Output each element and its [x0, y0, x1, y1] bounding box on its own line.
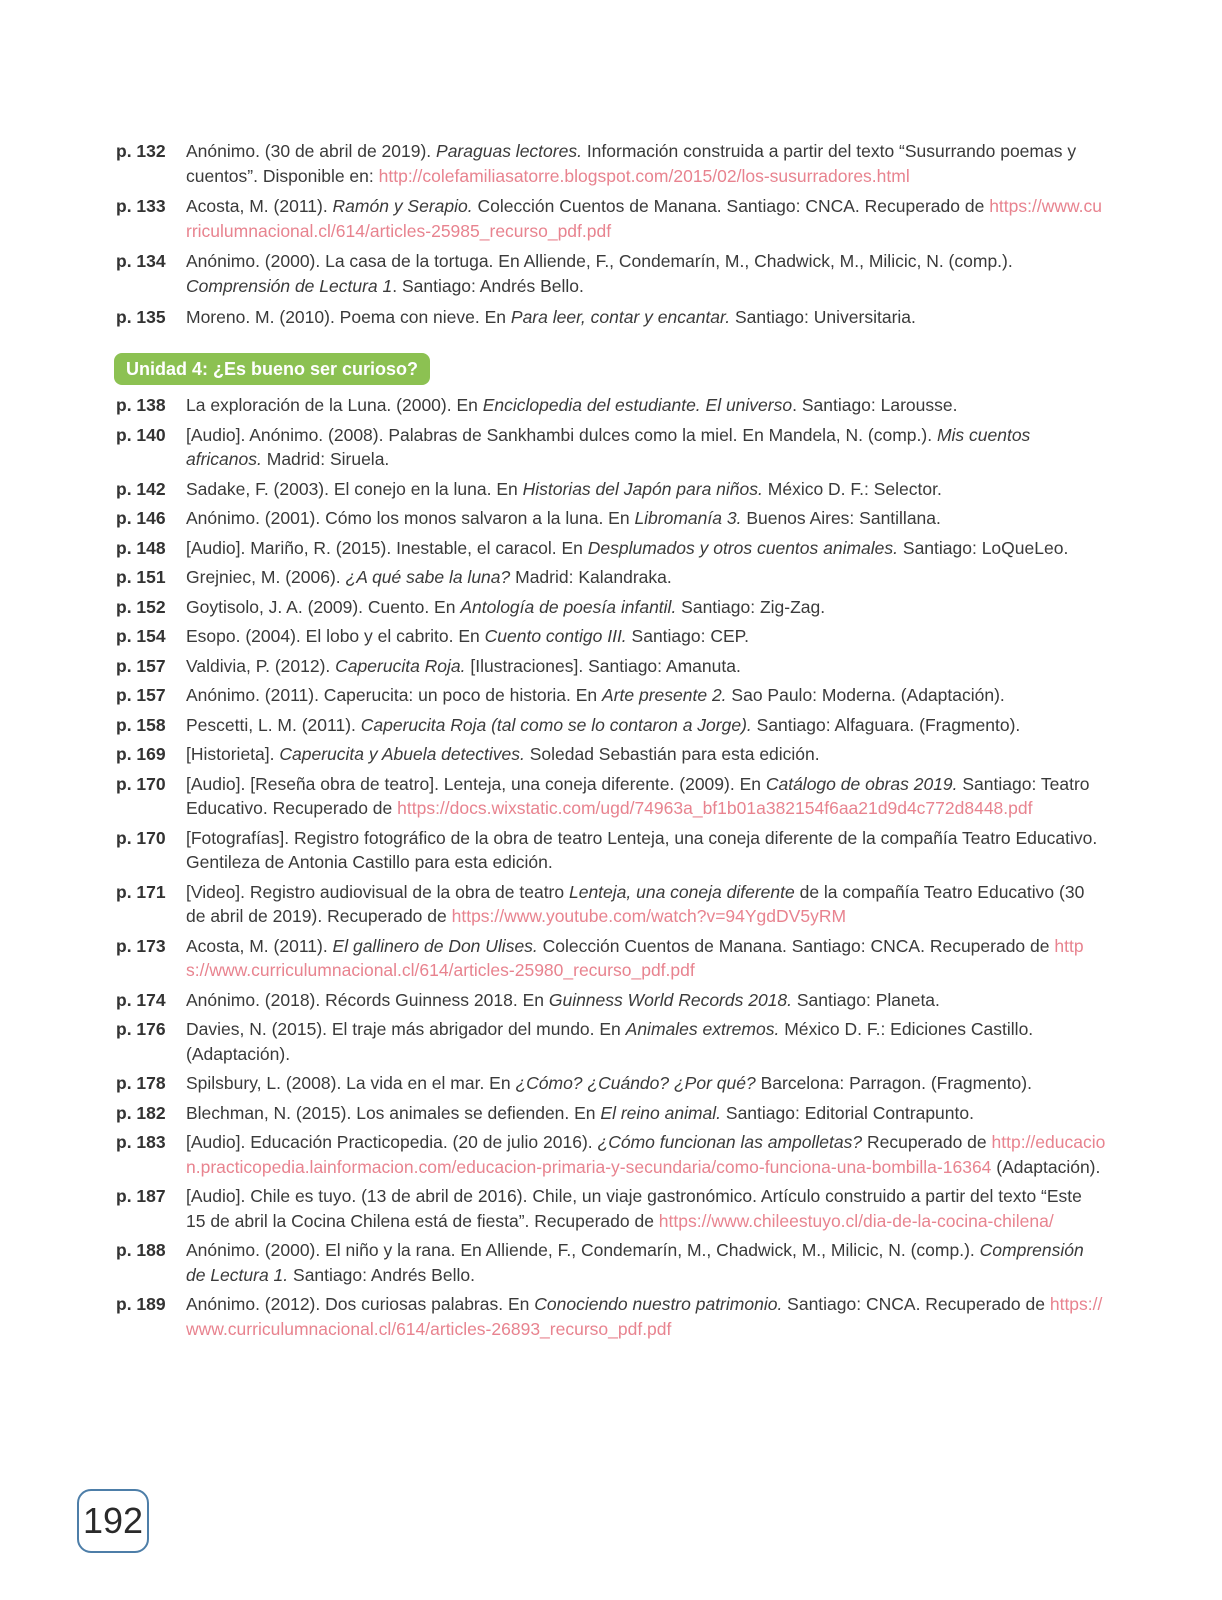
reference-title-italic: El gallinero de Don Ulises.	[332, 935, 538, 956]
reference-text-segment: Santiago: CEP.	[626, 626, 749, 646]
reference-text	[186, 1184, 1106, 1233]
reference-title-italic: Conociendo nuestro patrimonio.	[534, 1294, 783, 1314]
reference-text-segment: Madrid: Kalandraka.	[510, 567, 672, 587]
reference-page-number: p. 169	[116, 744, 166, 764]
reference-url-link[interactable]: http://colefamiliasatorre.blogspot.com/2015/02/los-susurradores.html	[378, 165, 910, 186]
reference-title-italic: ¿A qué sabe la luna?	[345, 567, 511, 587]
reference-text	[186, 194, 1106, 243]
reference-text-segment: Santiago: Universitaria.	[730, 306, 916, 327]
reference-text	[186, 536, 1106, 561]
reference-text-segment: Davies, N. (2015). El traje más abrigador del mundo. En	[186, 1019, 626, 1039]
reference-text	[186, 249, 1106, 298]
reference-text	[186, 1238, 1106, 1287]
reference-url-link[interactable]: https://www.curriculumnacional.cl/614/articles-25985_recurso_pdf.pdf	[186, 196, 1103, 241]
reference-page-number: p. 183	[116, 1132, 166, 1152]
reference-text-segment: [Ilustraciones]. Santiago: Amanuta.	[465, 655, 741, 676]
reference-url-link[interactable]: https://www.curriculumnacional.cl/614/articles-25980_recurso_pdf.pdf	[186, 935, 1084, 980]
reference-text	[186, 565, 1106, 590]
reference-title-italic: Historias del Japón para niños.	[522, 478, 763, 499]
reference-text-segment: Grejniec, M. (2006).	[186, 567, 346, 587]
reference-page-number: p. 171	[116, 881, 166, 902]
reference-entry	[116, 624, 1106, 649]
reference-url-link[interactable]: https://www.youtube.com/watch?v=94YgdDV5yRM	[451, 906, 847, 926]
reference-text-segment: [Audio]. [Reseña obra de teatro]. Lenteja, una coneja diferente. (2009). En	[186, 773, 766, 794]
reference-entry	[116, 1292, 1106, 1341]
reference-entry	[116, 506, 1106, 531]
reference-title-italic: Lenteja, una coneja diferente	[568, 881, 795, 902]
reference-title-italic: Ramón y Serapio.	[332, 196, 473, 217]
reference-entry	[116, 934, 1106, 983]
reference-text-segment: [Audio]. Chile es tuyo. (13 de abril de 2016). Chile, un viaje gastronómico. Artículo construido a partir del texto “Este 15 de abril la Cocina Chilena está de fiesta”. Recuperado de	[186, 1186, 1082, 1231]
reference-text-segment: Sao Paulo: Moderna. (Adaptación).	[726, 685, 1005, 705]
reference-text-segment: Recuperado de	[862, 1132, 992, 1152]
reference-page-number: p. 189	[116, 1294, 166, 1314]
reference-entry	[116, 713, 1106, 738]
reference-text	[186, 1017, 1106, 1066]
reference-title-italic: ¿Cómo? ¿Cuándo? ¿Por qué?	[515, 1073, 756, 1093]
reference-entry	[116, 595, 1106, 620]
reference-page-number: p. 132	[116, 141, 166, 161]
reference-page-number: p. 174	[116, 989, 166, 1010]
reference-text-segment: Anónimo. (2000). El niño y la rana. En Alliende, F., Condemarín, M., Chadwick, M., Milicic, N. (comp.).	[186, 1240, 980, 1260]
reference-text	[186, 477, 1106, 502]
reference-page-number: p. 152	[116, 596, 166, 617]
reference-text	[186, 595, 1106, 620]
reference-text	[186, 654, 1106, 679]
reference-text	[186, 1130, 1106, 1179]
reference-url-link[interactable]: https://docs.wixstatic.com/ugd/74963a_bf1b01a382154f6aa21d9d4c772d8448.pdf	[397, 798, 1033, 818]
reference-url-link[interactable]: https://www.chileestuyo.cl/dia-de-la-cocina-chilena/	[658, 1210, 1054, 1231]
reference-title-italic: Caperucita Roja.	[335, 655, 466, 676]
reference-text-segment: La exploración de la Luna. (2000). En	[186, 395, 483, 415]
reference-page-number: p. 173	[116, 935, 166, 956]
reference-page-number: p. 157	[116, 685, 166, 705]
reference-text-segment: Anónimo. (2018). Récords Guinness 2018. En	[186, 989, 549, 1010]
reference-text	[186, 742, 1106, 767]
reference-page-number: p. 187	[116, 1186, 166, 1206]
reference-page-number: p. 151	[116, 567, 166, 587]
reference-text-segment: Santiago: Planeta.	[792, 989, 940, 1010]
reference-text-segment: Anónimo. (30 de abril de 2019).	[186, 141, 437, 161]
references-list-top	[116, 139, 1106, 335]
reference-text	[186, 139, 1106, 188]
reference-text-segment: Madrid: Siruela.	[261, 449, 390, 469]
reference-entry	[116, 305, 1106, 330]
reference-page-number: p. 140	[116, 424, 166, 445]
reference-page-number: p. 182	[116, 1102, 166, 1123]
reference-title-italic: Arte presente 2.	[602, 685, 727, 705]
reference-text-segment: Valdivia, P. (2012).	[186, 655, 336, 676]
reference-entry	[116, 477, 1106, 502]
reference-text-segment: [Audio]. Educación Practicopedia. (20 de julio 2016).	[186, 1132, 598, 1152]
reference-text-segment: Acosta, M. (2011).	[186, 196, 333, 217]
reference-title-italic: Desplumados y otros cuentos animales.	[587, 537, 899, 558]
reference-text	[186, 880, 1106, 929]
reference-entry	[116, 194, 1106, 243]
reference-text-segment: México D. F.: Ediciones Castillo. (Adaptación).	[186, 1019, 1034, 1064]
reference-entry	[116, 988, 1106, 1013]
reference-title-italic: Mis cuentos africanos.	[186, 424, 1031, 469]
reference-text-segment: Goytisolo, J. A. (2009). Cuento. En	[186, 596, 461, 617]
reference-text-segment: Santiago: Zig-Zag.	[676, 596, 826, 617]
reference-entry	[116, 1071, 1106, 1096]
reference-text	[186, 305, 1106, 330]
reference-text	[186, 826, 1106, 875]
reference-page-number: p. 157	[116, 655, 166, 676]
reference-text	[186, 1071, 1106, 1096]
reference-text	[186, 772, 1106, 821]
reference-title-italic: Caperucita y Abuela detectives.	[279, 744, 525, 764]
reference-page-number: p. 135	[116, 306, 166, 327]
reference-text	[186, 683, 1106, 708]
reference-text-segment: Soledad Sebastián para esta edición.	[524, 744, 820, 764]
reference-title-italic: Cuento contigo III.	[484, 626, 627, 646]
reference-title-italic: Paraguas lectores.	[436, 141, 582, 161]
reference-page-number: p. 170	[116, 773, 166, 794]
reference-text-segment: [Fotografías]. Registro fotográfico de la obra de teatro Lenteja, una coneja diferente de la compañía Teatro Educativo. Gentileza de Antonia Castillo para esta edición.	[186, 827, 1098, 872]
reference-text-segment: Santiago: Teatro Educativo. Recuperado de	[186, 773, 1090, 818]
reference-entry	[116, 772, 1106, 821]
reference-text-segment: Santiago: CNCA. Recuperado de	[782, 1294, 1050, 1314]
reference-text	[186, 506, 1106, 531]
reference-text-segment: Acosta, M. (2011).	[186, 935, 333, 956]
reference-page-number: p. 170	[116, 827, 166, 848]
reference-text	[186, 988, 1106, 1013]
page-number: 192	[77, 1489, 149, 1553]
reference-text	[186, 1292, 1106, 1341]
reference-entry	[116, 1184, 1106, 1233]
reference-text-segment: . Santiago: Larousse.	[792, 395, 958, 415]
reference-text-segment: Buenos Aires: Santillana.	[741, 508, 941, 528]
reference-text	[186, 423, 1106, 472]
reference-title-italic: Comprensión de Lectura 1.	[186, 1240, 1084, 1285]
reference-text-segment: Anónimo. (2011). Caperucita: un poco de historia. En	[186, 685, 603, 705]
reference-text	[186, 624, 1106, 649]
reference-text-segment: Barcelona: Parragon. (Fragmento).	[755, 1073, 1032, 1093]
reference-text-segment: . Santiago: Andrés Bello.	[392, 275, 584, 296]
reference-title-italic: Animales extremos.	[625, 1019, 780, 1039]
reference-title-italic: Libromanía 3.	[634, 508, 742, 528]
reference-title-italic: Caperucita Roja (tal como se lo contaron a Jorge).	[360, 714, 752, 735]
reference-title-italic: Antología de poesía infantil.	[460, 596, 677, 617]
reference-text-segment: Moreno. M. (2010). Poema con nieve. En	[186, 306, 511, 327]
reference-text-segment: Anónimo. (2012). Dos curiosas palabras. En	[186, 1294, 535, 1314]
reference-title-italic: Guinness World Records 2018.	[548, 989, 793, 1010]
reference-entry	[116, 536, 1106, 561]
reference-page-number: p. 146	[116, 508, 166, 528]
reference-text-segment: Colección Cuentos de Manana. Santiago: CNCA. Recuperado de	[537, 935, 1055, 956]
reference-page-number: p. 176	[116, 1019, 166, 1039]
reference-title-italic: ¿Cómo funcionan las ampolletas?	[597, 1132, 863, 1152]
reference-text-segment: Santiago: Editorial Contrapunto.	[721, 1102, 974, 1123]
references-list-unit-4	[116, 393, 1106, 1346]
reference-text	[186, 393, 1106, 418]
reference-entry	[116, 1130, 1106, 1179]
reference-page-number: p. 188	[116, 1240, 166, 1260]
reference-entry	[116, 826, 1106, 875]
reference-title-italic: Para leer, contar y encantar.	[510, 306, 731, 327]
reference-entry	[116, 654, 1106, 679]
reference-page-number: p. 148	[116, 537, 166, 558]
reference-text-segment: [Audio]. Mariño, R. (2015). Inestable, el caracol. En	[186, 537, 588, 558]
reference-entry	[116, 880, 1106, 929]
reference-title-italic: El reino animal.	[600, 1102, 722, 1123]
reference-text-segment: [Audio]. Anónimo. (2008). Palabras de Sankhambi dulces como la miel. En Mandela, N. (comp.).	[186, 424, 937, 445]
reference-text-segment: Información construida a partir del texto “Susurrando poemas y cuentos”. Disponible en:	[186, 141, 1077, 186]
reference-text	[186, 713, 1106, 738]
reference-text-segment: de la compañía Teatro Educativo (30 de abril de 2019). Recuperado de	[186, 881, 1085, 926]
reference-page-number: p. 154	[116, 626, 166, 646]
reference-text-segment: Esopo. (2004). El lobo y el cabrito. En	[186, 626, 485, 646]
reference-text	[186, 934, 1106, 983]
reference-text-segment: Pescetti, L. M. (2011).	[186, 714, 361, 735]
unit-heading-badge: Unidad 4: ¿Es bueno ser curioso?	[114, 353, 430, 385]
reference-entry	[116, 139, 1106, 188]
reference-entry	[116, 423, 1106, 472]
reference-page-number: p. 134	[116, 251, 166, 272]
reference-page-number: p. 138	[116, 395, 166, 415]
reference-url-link[interactable]: https://www.curriculumnacional.cl/614/articles-26893_recurso_pdf.pdf	[186, 1294, 1103, 1339]
reference-url-link[interactable]: http://educacion.practicopedia.lainformacion.com/educacion-primaria-y-secundaria/como-funciona-una-bombilla-16364	[186, 1132, 1106, 1177]
reference-text-segment: Spilsbury, L. (2008). La vida en el mar. En	[186, 1073, 516, 1093]
reference-page-number: p. 142	[116, 478, 166, 499]
reference-text-segment: Anónimo. (2000). La casa de la tortuga. En Alliende, F., Condemarín, M., Chadwick, M., Milicic, N. (comp.).	[186, 251, 1013, 272]
reference-page-number: p. 178	[116, 1073, 166, 1093]
reference-text-segment: Anónimo. (2001). Cómo los monos salvaron a la luna. En	[186, 508, 635, 528]
reference-entry	[116, 393, 1106, 418]
reference-title-italic: Enciclopedia del estudiante. El universo	[482, 395, 793, 415]
reference-text-segment: Santiago: Alfaguara. (Fragmento).	[751, 714, 1021, 735]
reference-page-number: p. 158	[116, 714, 166, 735]
reference-entry	[116, 1101, 1106, 1126]
reference-text-segment: México D. F.: Selector.	[762, 478, 942, 499]
reference-title-italic: Comprensión de Lectura 1	[186, 275, 393, 296]
reference-text-segment: Blechman, N. (2015). Los animales se defienden. En	[186, 1102, 601, 1123]
reference-text-segment: Colección Cuentos de Manana. Santiago: CNCA. Recuperado de	[472, 196, 990, 217]
reference-entry	[116, 1017, 1106, 1066]
reference-text-segment: Santiago: LoQueLeo.	[898, 537, 1069, 558]
reference-entry	[116, 249, 1106, 298]
reference-text-segment: [Historieta].	[186, 744, 280, 764]
reference-entry	[116, 742, 1106, 767]
reference-text-segment: Sadake, F. (2003). El conejo en la luna. En	[186, 478, 523, 499]
reference-text-segment: (Adaptación).	[991, 1156, 1101, 1177]
reference-text-segment: [Video]. Registro audiovisual de la obra de teatro	[186, 881, 569, 902]
reference-page-number: p. 133	[116, 196, 166, 217]
reference-title-italic: Catálogo de obras 2019.	[765, 773, 958, 794]
reference-text	[186, 1101, 1106, 1126]
reference-entry	[116, 683, 1106, 708]
reference-text-segment: Santiago: Andrés Bello.	[288, 1264, 475, 1285]
reference-entry	[116, 565, 1106, 590]
reference-entry	[116, 1238, 1106, 1287]
